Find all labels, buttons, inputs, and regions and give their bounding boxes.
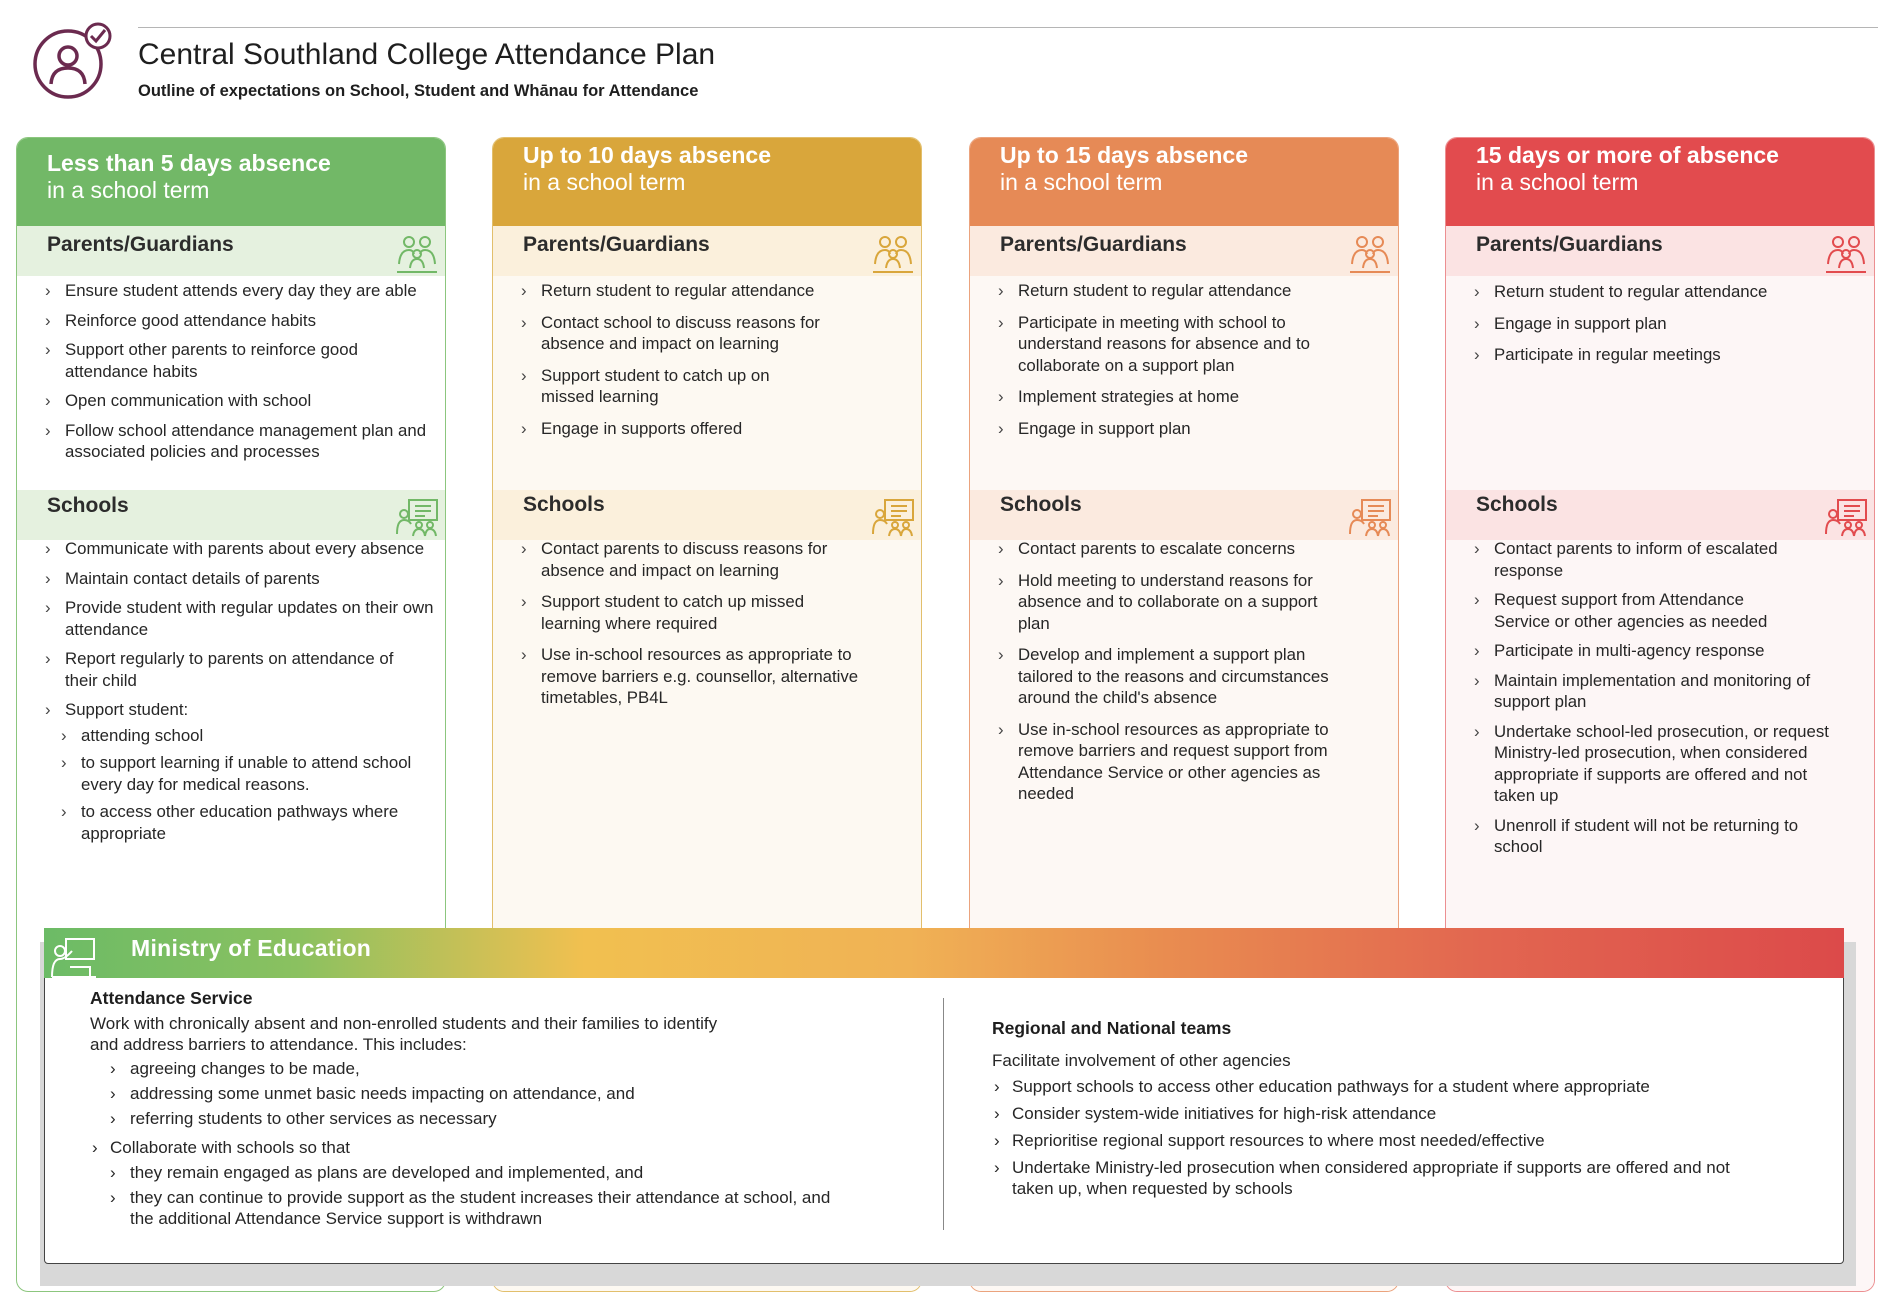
list-item: › Unenroll if student will not be returning to school [1470, 815, 1868, 858]
parents-list [994, 280, 1392, 439]
column-subheading: in a school term [523, 169, 686, 195]
list-item: › Report regularly to parents on attendance of their child [41, 648, 439, 691]
list-item: › Hold meeting to understand reasons for absence and to collaborate on a support plan [994, 570, 1392, 635]
schools-list [41, 538, 439, 844]
list-item: › Participate in meeting with school to understand reasons for absence and to collaborate on a support plan [994, 312, 1392, 377]
parents-title: Parents/Guardians [1476, 233, 1663, 256]
classroom-icon [1348, 498, 1392, 538]
schools-list [517, 538, 915, 709]
list-item: › Provide student with regular updates on their own attendance [41, 597, 439, 640]
sub-list-item: › agreeing changes to be made, [90, 1058, 850, 1079]
list-item: › Consider system-wide initiatives for high-risk attendance [992, 1103, 1772, 1124]
column-header [970, 138, 1398, 226]
ministry-divider [943, 998, 944, 1230]
schools-title: Schools [47, 494, 129, 517]
family-icon [1348, 234, 1392, 274]
list-item: › Reinforce good attendance habits [41, 310, 439, 332]
column-header [493, 138, 921, 226]
schools-title: Schools [1000, 493, 1082, 516]
list-item: › Undertake Ministry-led prosecution when considered appropriate if supports are offered and not taken up, when requested by schools [992, 1157, 1772, 1199]
column-header [1446, 138, 1874, 226]
list-item: › Return student to regular attendance [994, 280, 1392, 302]
parents-title: Parents/Guardians [523, 233, 710, 256]
list-item: › Engage in supports offered [517, 418, 915, 440]
list-item: › Collaborate with schools so that [90, 1137, 850, 1158]
attendance-service-includes [90, 1058, 850, 1229]
regional-list [992, 1076, 1772, 1199]
page-title: Central Southland College Attendance Plan [138, 38, 716, 71]
list-item: › Reprioritise regional support resources to where most needed/effective [992, 1130, 1772, 1151]
list-item: › Request support from Attendance Service or other agencies as needed [1470, 589, 1868, 632]
parents-title: Parents/Guardians [47, 233, 234, 256]
list-item: › Follow school attendance management plan and associated policies and processes [41, 420, 439, 463]
attendance-service-heading: Attendance Service [90, 988, 253, 1008]
list-item: › Support student to catch up missed learning where required [517, 591, 915, 634]
list-item: › Engage in support plan [994, 418, 1392, 440]
list-item: › Return student to regular attendance [517, 280, 915, 302]
teacher-icon [50, 937, 98, 981]
ministry-title: Ministry of Education [131, 935, 372, 961]
classroom-icon [871, 498, 915, 538]
column-subheading: in a school term [47, 177, 210, 203]
column-heading: 15 days or more of absence [1476, 142, 1779, 168]
sub-list-item: › they can continue to provide support as the student increases their attendance at school, and the additional Attendance Service support is withdrawn [90, 1187, 850, 1229]
parents-list [1470, 281, 1868, 366]
parents-list [41, 280, 439, 463]
list-item: › Use in-school resources as appropriate to remove barriers and request support from Attendance Service or other agencies as needed [994, 719, 1392, 805]
page-subtitle: Outline of expectations on School, Student and Whānau for Attendance [138, 82, 699, 100]
column-heading: Less than 5 days absence [47, 150, 331, 176]
list-item: › Undertake school-led prosecution, or request Ministry-led prosecution, when considered appropriate if supports are offered and not taken up [1470, 721, 1868, 807]
family-icon [871, 234, 915, 274]
list-item: › Implement strategies at home [994, 386, 1392, 408]
list-item: › Participate in regular meetings [1470, 344, 1868, 366]
sub-list-item: › referring students to other services as necessary [90, 1108, 850, 1129]
list-item: › Support student to catch up on missed learning [517, 365, 915, 408]
list-item: › Engage in support plan [1470, 313, 1868, 335]
classroom-icon [395, 498, 439, 538]
person-check-icon [28, 22, 120, 102]
list-item: › Open communication with school [41, 390, 439, 412]
column-heading: Up to 10 days absence [523, 142, 771, 168]
header-rule [138, 27, 1878, 28]
sub-list-item: › addressing some unmet basic needs impacting on attendance, and [90, 1083, 850, 1104]
classroom-icon [1824, 498, 1868, 538]
list-item: › Develop and implement a support plan tailored to the reasons and circumstances around the child's absence [994, 644, 1392, 709]
regional-intro: Facilitate involvement of other agencies [992, 1051, 1291, 1070]
schools-title: Schools [1476, 493, 1558, 516]
list-item: › Contact parents to inform of escalated response [1470, 538, 1868, 581]
sub-list-item: › attending school [41, 725, 439, 747]
list-item: › Maintain contact details of parents [41, 568, 439, 590]
column-subheading: in a school term [1476, 169, 1639, 195]
column-header [17, 138, 445, 226]
column-heading: Up to 15 days absence [1000, 142, 1248, 168]
parents-list [517, 280, 915, 439]
sub-list-item: › to access other education pathways where appropriate [41, 801, 439, 844]
attendance-service-intro: Work with chronically absent and non-enrolled students and their families to identify and address barriers to attendance. This includes: [90, 1014, 718, 1054]
list-item: › Ensure student attends every day they are able [41, 280, 439, 302]
regional-heading: Regional and National teams [992, 1018, 1232, 1038]
sub-list-item: › to support learning if unable to attend school every day for medical reasons. [41, 752, 439, 795]
list-item: › Contact parents to escalate concerns [994, 538, 1392, 560]
list-item: › Return student to regular attendance [1470, 281, 1868, 303]
schools-list [1470, 538, 1868, 858]
schools-title: Schools [523, 493, 605, 516]
list-item: › Support other parents to reinforce good attendance habits [41, 339, 439, 382]
list-item: › Contact parents to discuss reasons for absence and impact on learning [517, 538, 915, 581]
column-subheading: in a school term [1000, 169, 1163, 195]
family-icon [1824, 234, 1868, 274]
list-item: › Use in-school resources as appropriate to remove barriers e.g. counsellor, alternative timetables, PB4L [517, 644, 915, 709]
list-item: › Support student: [41, 699, 439, 721]
schools-list [994, 538, 1392, 805]
parents-title: Parents/Guardians [1000, 233, 1187, 256]
list-item: › Participate in multi-agency response [1470, 640, 1868, 662]
list-item: › Communicate with parents about every absence [41, 538, 439, 560]
sub-list-item: › they remain engaged as plans are developed and implemented, and [90, 1162, 850, 1183]
list-item: › Support schools to access other education pathways for a student where appropriate [992, 1076, 1772, 1097]
list-item: › Contact school to discuss reasons for absence and impact on learning [517, 312, 915, 355]
list-item: › Maintain implementation and monitoring of support plan [1470, 670, 1868, 713]
family-icon [395, 234, 439, 274]
